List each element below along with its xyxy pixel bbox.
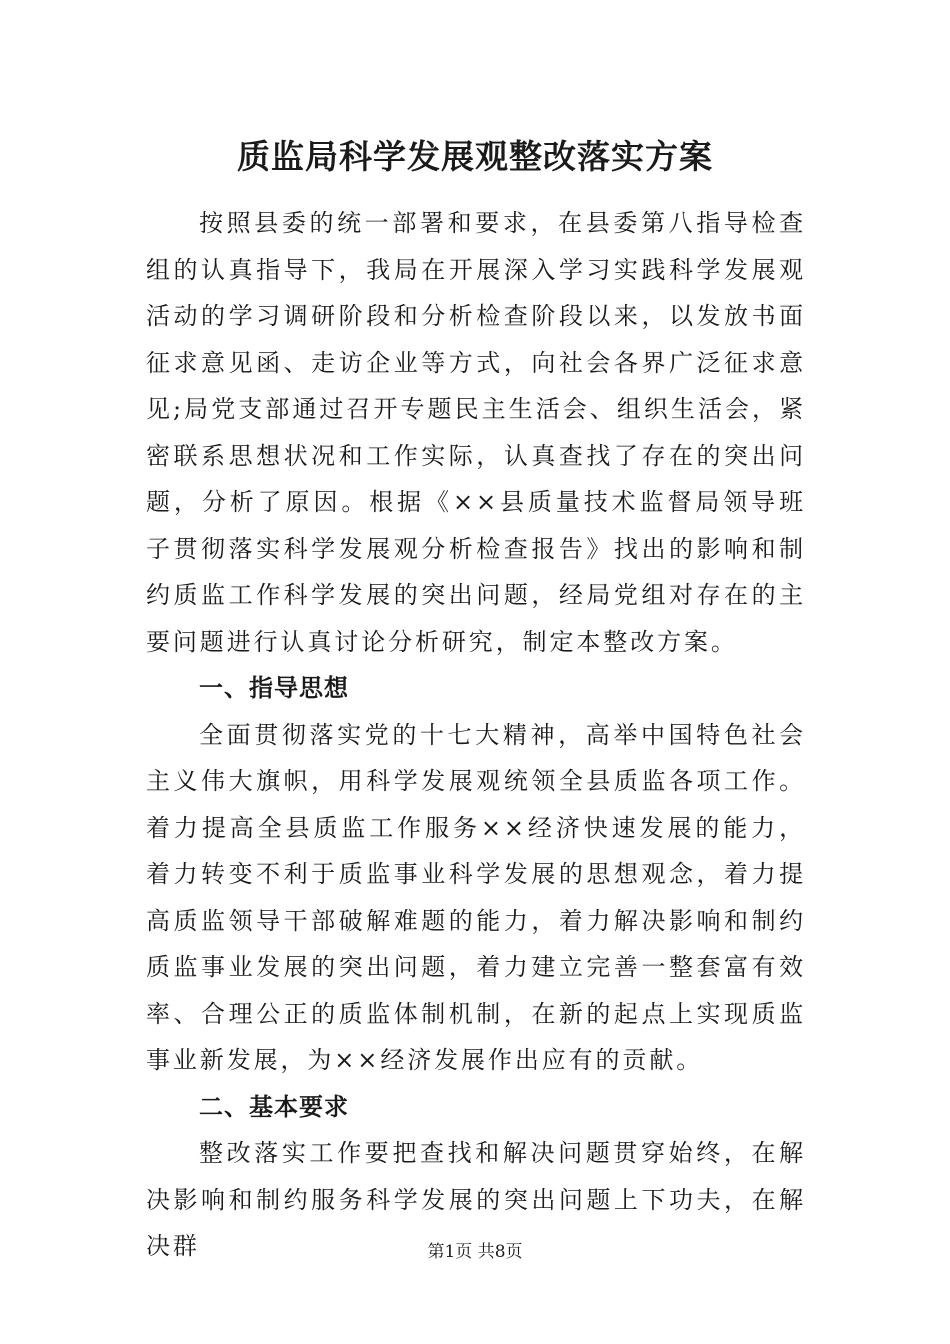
- document-title: 质监局科学发展观整改落实方案: [237, 137, 713, 176]
- body-paragraph-intro: 按照县委的统一部署和要求，在县委第八指导检查组的认真指导下，我局在开展深入学习实践科学发展观活动的学习调研阶段和分析检查阶段以来，以发放书面征求意见函、走访企业等方式，向社会各界广泛征求意见;局党支部通过召开专题民主生活会、组织生活会，紧密联系思想状况和工作实际，认真查找了存在的突出问题，分析了原因。根据《××县质量技术监督局领导班子贯彻落实科学发展观分析检查报告》找出的影响和制约质监工作科学发展的突出问题，经局党组对存在的主要问题进行认真讨论分析研究，制定本整改方案。: [146, 209, 806, 656]
- section-heading-guiding-ideology: 一、指导思想: [199, 674, 349, 702]
- document-body: [146, 200, 806, 1270]
- section-heading-basic-requirements: 二、基本要求: [199, 1092, 349, 1121]
- body-paragraph-guiding-ideology: 全面贯彻落实党的十七大精神，高举中国特色社会主义伟大旗帜，用科学发展观统领全县质监各项工作。着力提高全县质监工作服务××经济快速发展的能力，着力转变不利于质监事业科学发展的思想观念，着力提高质监领导干部破解难题的能力，着力解决影响和制约质监事业发展的突出问题，着力建立完善一整套富有效率、合理公正的质监体制机制，在新的起点上实现质监事业新发展，为××经济发展作出应有的贡献。: [146, 720, 806, 1074]
- body-paragraph-basic-requirements: 整改落实工作要把查找和解决问题贯穿始终，在解决影响和制约服务科学发展的突出问题上下功夫，在解决群: [146, 1139, 806, 1260]
- page-number-footer: 第1页 共8页: [427, 1242, 523, 1262]
